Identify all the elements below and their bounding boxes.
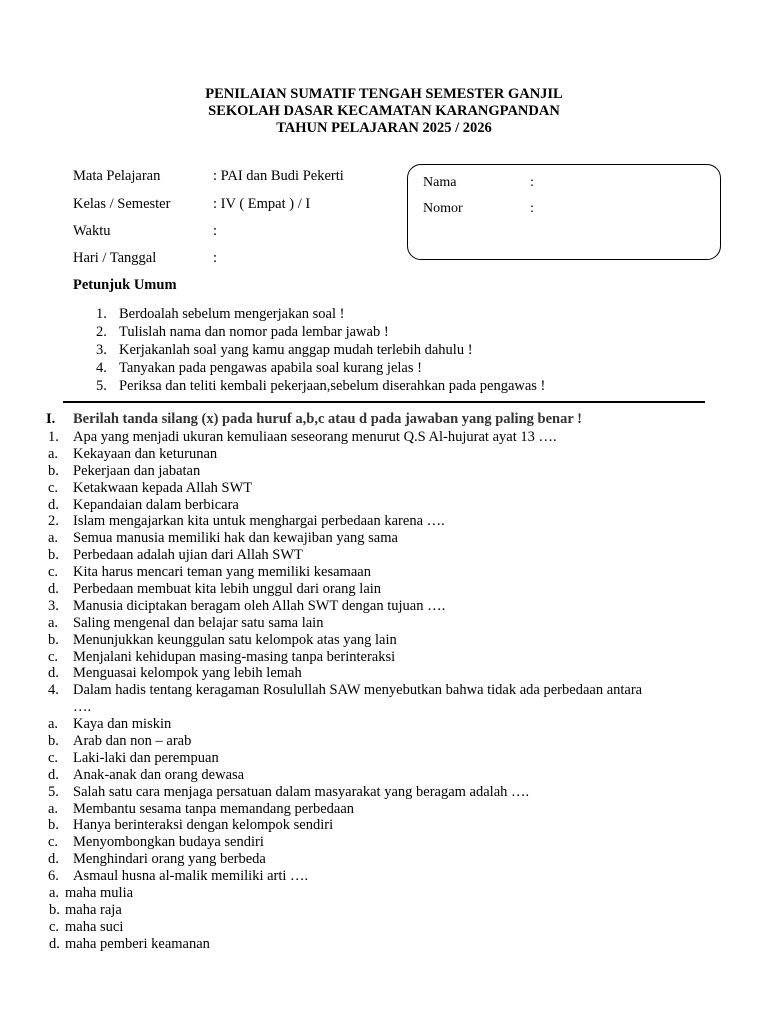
item-marker: a.	[49, 885, 60, 902]
answer-option	[0, 615, 768, 632]
item-marker: 4.	[48, 682, 59, 699]
item-marker: a.	[48, 530, 59, 547]
answer-option	[0, 665, 768, 682]
instruction-text: Tanyakan pada pengawas apabila soal kurang jelas !	[119, 360, 422, 376]
answer-option	[0, 632, 768, 649]
instruction-item	[96, 323, 545, 341]
header-title: PENILAIAN SUMATIF TENGAH SEMESTER GANJIL	[205, 86, 563, 102]
info-label: Kelas / Semester	[73, 196, 171, 212]
header-year: TAHUN PELAJARAN 2025 / 2026	[276, 120, 492, 136]
question-stem	[0, 784, 768, 801]
item-marker: a.	[48, 614, 59, 631]
answer-option	[0, 463, 768, 480]
item-marker: c.	[48, 749, 59, 766]
item-text: Kita harus mencari teman yang memiliki kesamaan	[73, 564, 371, 581]
item-text: Islam mengajarkan kita untuk menghargai perbedaan karena ….	[73, 513, 445, 530]
question-list	[0, 429, 768, 953]
item-marker: 2.	[48, 513, 59, 530]
name-colon: :	[530, 175, 534, 190]
item-text: Menguasai kelompok yang lebih lemah	[73, 665, 302, 682]
item-text: maha mulia	[65, 885, 134, 902]
instruction-text: Periksa dan teliti kembali pekerjaan,sebelum diserahkan pada pengawas !	[119, 378, 546, 394]
answer-option	[0, 497, 768, 514]
item-text: Saling mengenal dan belajar satu sama lain	[73, 614, 324, 631]
question-stem	[0, 513, 768, 530]
item-text: Kepandaian dalam berbicara	[73, 496, 239, 513]
item-text: Manusia diciptakan beragam oleh Allah SWT dengan tujuan ….	[73, 597, 446, 614]
item-text: Kekayaan dan keturunan	[73, 445, 218, 462]
instruction-item	[96, 377, 545, 395]
item-marker: 3.	[48, 597, 59, 614]
item-marker: b.	[48, 462, 59, 479]
item-text: Semua manusia memiliki hak dan kewajiban yang sama	[73, 530, 398, 547]
item-text: Asmaul husna al-malik memiliki arti ….	[73, 868, 309, 885]
answer-option	[0, 834, 768, 851]
item-marker: c.	[48, 648, 59, 665]
item-text: Arab dan non – arab	[73, 733, 192, 750]
answer-option	[0, 902, 768, 919]
item-marker: d.	[48, 851, 59, 868]
header-school: SEKOLAH DASAR KECAMATAN KARANGPANDAN	[208, 103, 560, 119]
instruction-item	[96, 305, 545, 323]
answer-option	[0, 767, 768, 784]
item-text: Pekerjaan dan jabatan	[73, 462, 201, 479]
answer-option	[0, 817, 768, 834]
info-value: :	[213, 250, 218, 266]
item-marker: d.	[48, 665, 59, 682]
section-number: I.	[46, 411, 56, 427]
info-label: Mata Pelajaran	[73, 168, 161, 184]
number-colon: :	[530, 201, 534, 216]
item-marker: d.	[48, 581, 59, 598]
instruction-number: 2.	[96, 324, 107, 340]
item-text: Kaya dan miskin	[73, 716, 172, 733]
instructions-list	[96, 305, 545, 395]
instruction-text: Tulislah nama dan nomor pada lembar jawab !	[119, 324, 389, 340]
item-marker: a.	[48, 716, 59, 733]
answer-option	[0, 851, 768, 868]
instruction-number: 1.	[96, 306, 107, 322]
item-marker: b.	[49, 901, 60, 918]
item-marker: a.	[48, 445, 59, 462]
answer-option	[0, 530, 768, 547]
item-marker: b.	[48, 631, 59, 648]
instruction-text: Berdoalah sebelum mengerjakan soal !	[119, 306, 345, 322]
info-label: Hari / Tanggal	[73, 250, 157, 266]
item-text: Anak-anak dan orang dewasa	[73, 766, 245, 783]
answer-option	[0, 801, 768, 818]
item-text: Perbedaan membuat kita lebih unggul dari orang lain	[73, 581, 382, 598]
info-label: Waktu	[73, 223, 111, 239]
item-marker: c.	[49, 918, 60, 935]
answer-option	[0, 649, 768, 666]
item-marker: c.	[48, 479, 59, 496]
section-instruction: Berilah tanda silang (x) pada huruf a,b,c atau d pada jawaban yang paling benar !	[73, 411, 582, 427]
item-text: ….	[73, 699, 92, 716]
item-text: Menyombongkan budaya sendiri	[73, 834, 264, 851]
instructions-title: Petunjuk Umum	[73, 277, 177, 293]
item-text: Perbedaan adalah ujian dari Allah SWT	[73, 547, 303, 564]
item-text: maha pemberi keamanan	[65, 935, 210, 952]
item-marker: b.	[48, 733, 59, 750]
answer-option	[0, 547, 768, 564]
item-marker: b.	[48, 547, 59, 564]
info-value: : IV ( Empat ) / I	[213, 196, 311, 212]
item-text: Menunjukkan keunggulan satu kelompok atas yang lain	[73, 631, 397, 648]
section-divider	[63, 401, 705, 403]
item-text: Apa yang menjadi ukuran kemuliaan seseorang menurut Q.S Al-hujurat ayat 13 ….	[73, 429, 557, 445]
item-marker: c.	[48, 834, 59, 851]
item-marker: 5.	[48, 783, 59, 800]
number-row	[423, 201, 534, 217]
item-text: Dalam hadis tentang keragaman Rosulullah SAW menyebutkan bahwa tidak ada perbedaan antara	[73, 682, 643, 699]
answer-option	[0, 581, 768, 598]
item-text: Menghindari orang yang berbeda	[73, 851, 266, 868]
question-stem	[0, 868, 768, 885]
name-row	[423, 175, 534, 191]
question-stem	[0, 598, 768, 615]
item-text: Hanya berinteraksi dengan kelompok sendiri	[73, 817, 334, 834]
item-marker: a.	[48, 800, 59, 817]
instruction-item	[96, 341, 545, 359]
item-text: Ketakwaan kepada Allah SWT	[73, 479, 253, 496]
answer-option	[0, 750, 768, 767]
item-text: Salah satu cara menjaga persatuan dalam masyarakat yang beragam adalah ….	[73, 783, 530, 800]
item-marker: b.	[48, 817, 59, 834]
answer-option	[0, 716, 768, 733]
item-marker: 1.	[48, 429, 59, 445]
item-text: maha suci	[65, 918, 124, 935]
name-label: Nama	[423, 175, 457, 190]
instruction-text: Kerjakanlah soal yang kamu anggap mudah terlebih dahulu !	[119, 342, 473, 358]
instruction-number: 5.	[96, 378, 107, 394]
item-marker: d.	[48, 496, 59, 513]
answer-option	[0, 936, 768, 953]
item-marker: c.	[48, 564, 59, 581]
answer-option	[0, 480, 768, 497]
question-stem	[0, 682, 768, 699]
item-text: maha raja	[65, 901, 122, 918]
answer-option	[0, 564, 768, 581]
document-header	[0, 86, 768, 137]
instruction-item	[96, 359, 545, 377]
item-marker: d.	[49, 935, 60, 952]
answer-option	[0, 733, 768, 750]
number-label: Nomor	[423, 201, 463, 216]
section-heading	[46, 411, 582, 428]
item-marker: 6.	[48, 868, 59, 885]
item-text: Membantu sesama tanpa memandang perbedaan	[73, 800, 355, 817]
answer-option	[0, 919, 768, 936]
item-text: Menjalani kehidupan masing-masing tanpa berinteraksi	[73, 648, 396, 665]
question-stem	[0, 429, 768, 446]
item-marker: d.	[48, 766, 59, 783]
answer-option	[0, 885, 768, 902]
question-continuation	[0, 699, 768, 716]
instruction-number: 3.	[96, 342, 107, 358]
instruction-number: 4.	[96, 360, 107, 376]
name-number-box	[407, 164, 721, 260]
info-value: :	[213, 223, 218, 239]
info-value: : PAI dan Budi Pekerti	[213, 168, 344, 184]
answer-option	[0, 446, 768, 463]
item-text: Laki-laki dan perempuan	[73, 749, 219, 766]
